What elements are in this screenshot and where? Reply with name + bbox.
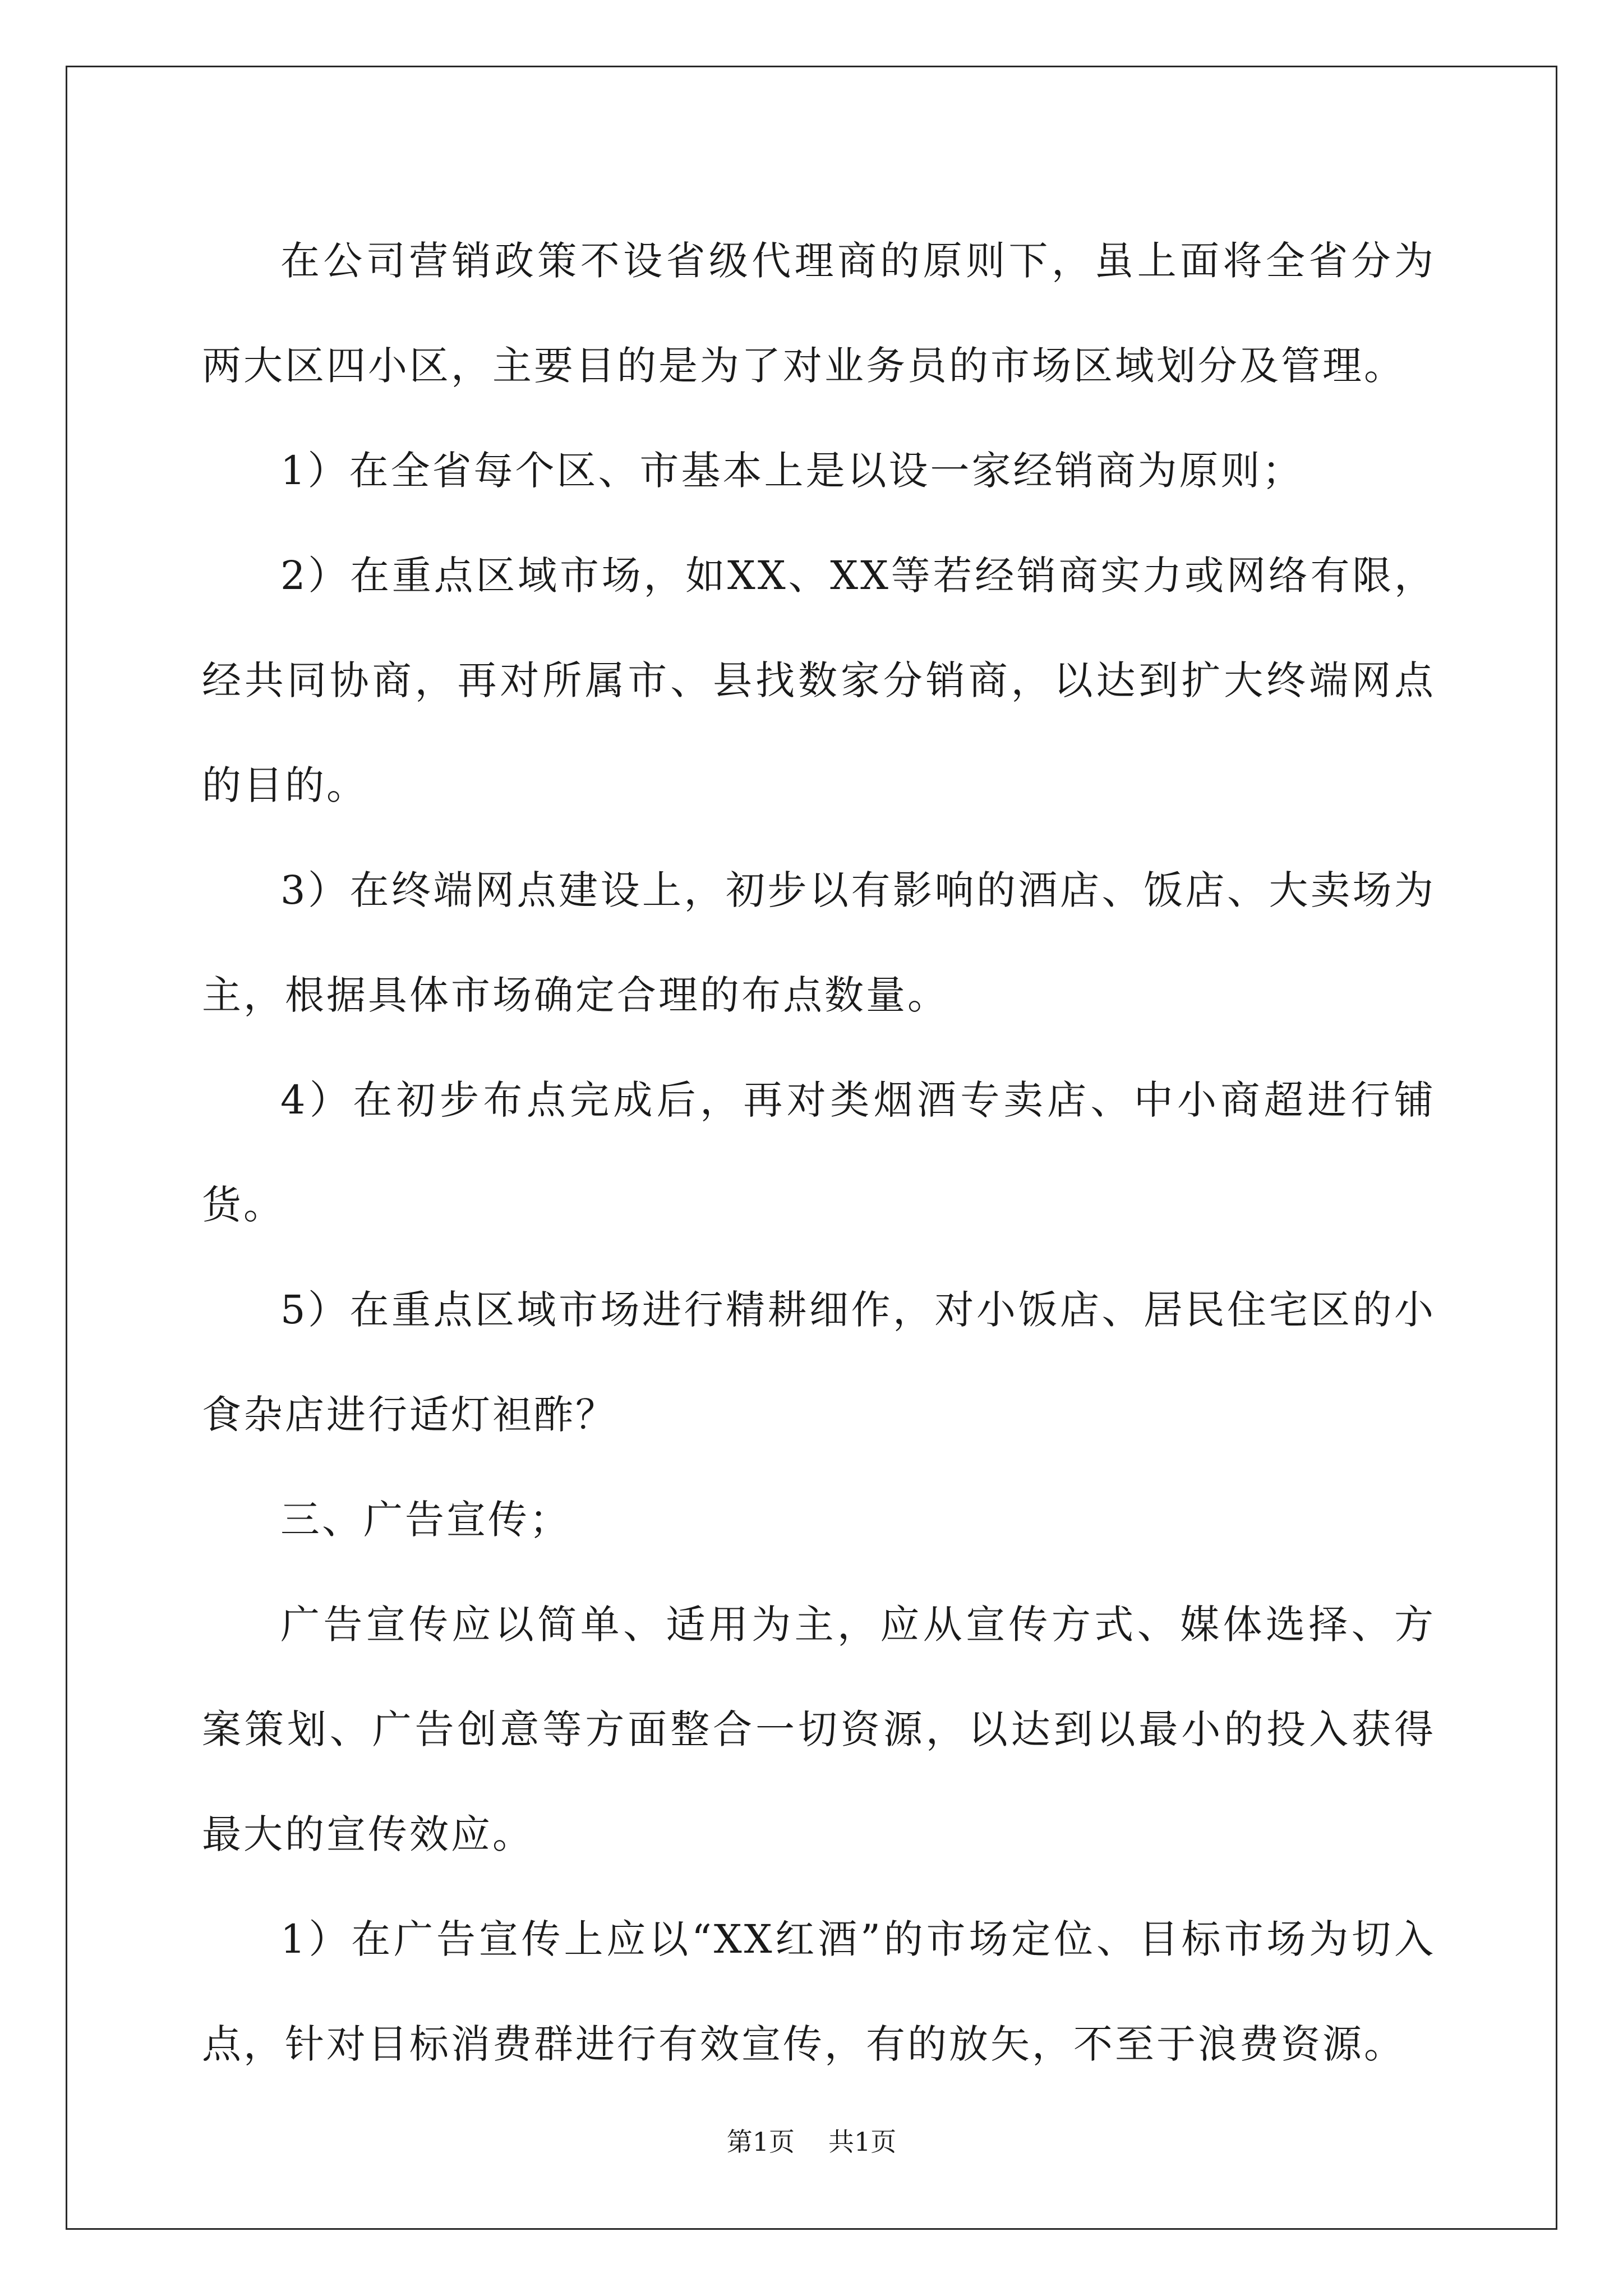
paragraph: 2）在重点区域市场，如XX、XX等若经销商实力或网络有限，经共同协商，再对所属市、县找数家分销商，以达到扩大终端网点的目的。 (202, 553, 1436, 808)
paragraph: 广告宣传应以简单、适用为主，应从宣传方式、媒体选择、方案策划、广告创意等方面整合一切资源，以达到以最小的投入获得最大的宣传效应。 (202, 1602, 1436, 1857)
paragraph: 4）在初步布点完成后，再对类烟酒专卖店、中小商超进行铺货。 (202, 1077, 1436, 1228)
paragraph: 3）在终端网点建设上，初步以有影响的酒店、饭店、大卖场为主，根据具体市场确定合理的布点数量。 (202, 867, 1436, 1018)
section-heading: 三、广告宣传； (280, 1497, 571, 1543)
page-number: 第1页 (726, 2127, 795, 2157)
paragraph: 在公司营销政策不设省级代理商的原则下，虽上面将全省分为两大区四小区，主要目的是为了对业务员的市场区域划分及管理。 (202, 238, 1436, 389)
document-body (202, 209, 1436, 2097)
paragraph: 1）在全省每个区、市基本上是以设一家经销商为原则； (280, 448, 1304, 494)
page-footer (0, 2126, 1623, 2157)
paragraph: 1）在广告宣传上应以“XX红酒”的市场定位、目标市场为切入点，针对目标消费群进行有效宣传，有的放矢，不至于浪费资源。 (202, 1916, 1436, 2067)
paragraph: 5）在重点区域市场进行精耕细作，对小饭店、居民住宅区的小食杂店进行适灯袒酢？ (202, 1287, 1436, 1438)
page-count: 共1页 (828, 2127, 897, 2157)
